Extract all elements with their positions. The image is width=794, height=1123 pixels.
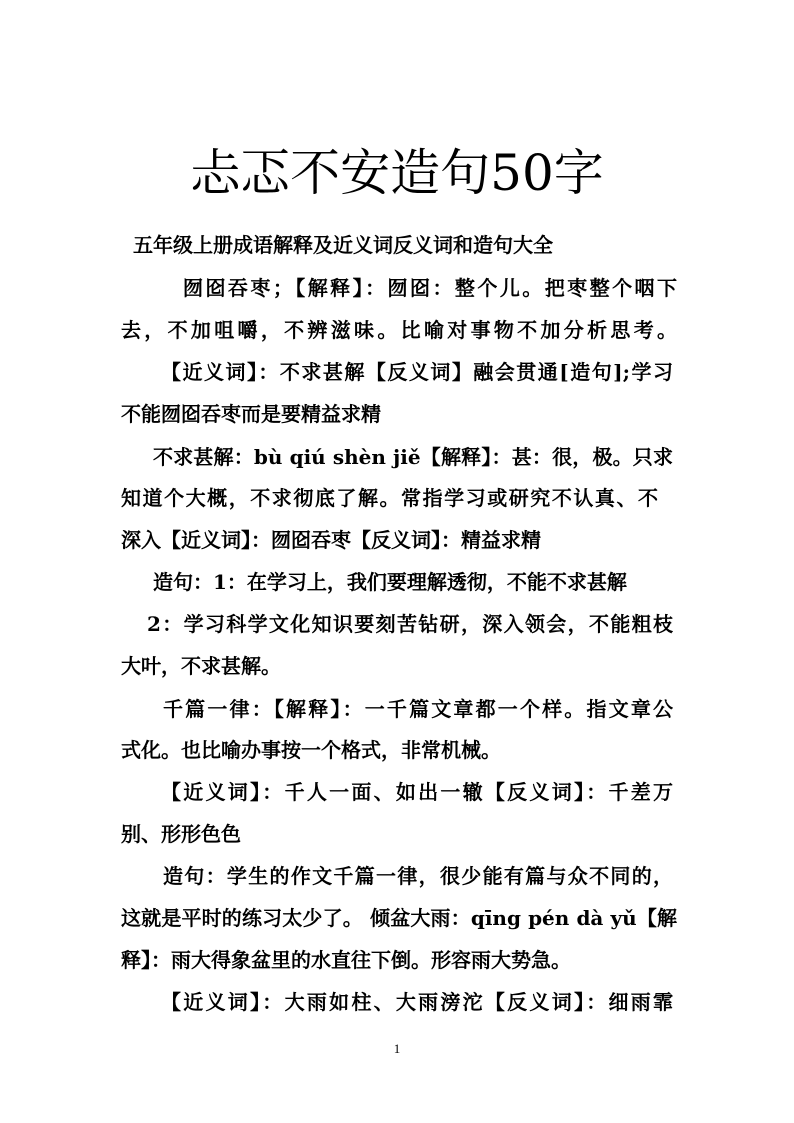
body-line: 深入【近义词】：囫囵吞枣【反义词】：精益求精 [121, 528, 541, 552]
body-line: 【近义词】：大雨如柱、大雨滂沱【反义词】：细雨霏 [161, 990, 673, 1014]
body-line: 造句：学生的作文千篇一律，很少能有篇与众不同的， [163, 864, 673, 888]
body-line: 不能囫囵吞枣而是要精益求精 [121, 402, 381, 426]
body-line: 大叶，不求甚解。 [121, 654, 281, 678]
body-line: 【近义词】：千人一面、如出一辙【反义词】：千差万 [161, 780, 673, 804]
body-line: 囫囵吞枣；【解释】：囫囵：整个儿。把枣整个咽下 [183, 276, 677, 300]
body-line: 【近义词】：不求甚解【反义词】融会贯通[造句];学习 [161, 360, 673, 384]
body-line: 千篇一律：【解释】：一千篇文章都一个样。指文章公 [163, 697, 673, 721]
subtitle: 五年级上册成语解释及近义词反义词和造句大全 [133, 233, 553, 257]
page-number: 1 [393, 1041, 401, 1056]
body-line: 造句：1：在学习上，我们要理解透彻，不能不求甚解 [153, 570, 627, 594]
body-line: 知道个大概，不求彻底了解。常指学习或研究不认真、不 [121, 486, 658, 510]
body-line: 释】：雨大得象盆里的水直往下倒。形容雨大势急。 [121, 948, 571, 972]
body-line: 不求甚解：bù qiú shèn jiě【解释】：甚：很，极。只求 [153, 445, 673, 469]
body-line: 别、形形色色 [121, 822, 241, 846]
body-line: 这就是平时的练习太少了。 倾盆大雨：qīng pén dà yǔ【解 [121, 906, 677, 930]
body-line: 2：学习科学文化知识要刻苦钻研，深入领会，不能粗枝 [147, 612, 673, 636]
body-line: 去，不加咀嚼，不辨滋味。比喻对事物不加分析思考。 [121, 318, 677, 342]
body-line: 式化。也比喻办事按一个格式，非常机械。 [121, 738, 501, 762]
page-title: 忐忑不安造句50字 [190, 144, 604, 202]
